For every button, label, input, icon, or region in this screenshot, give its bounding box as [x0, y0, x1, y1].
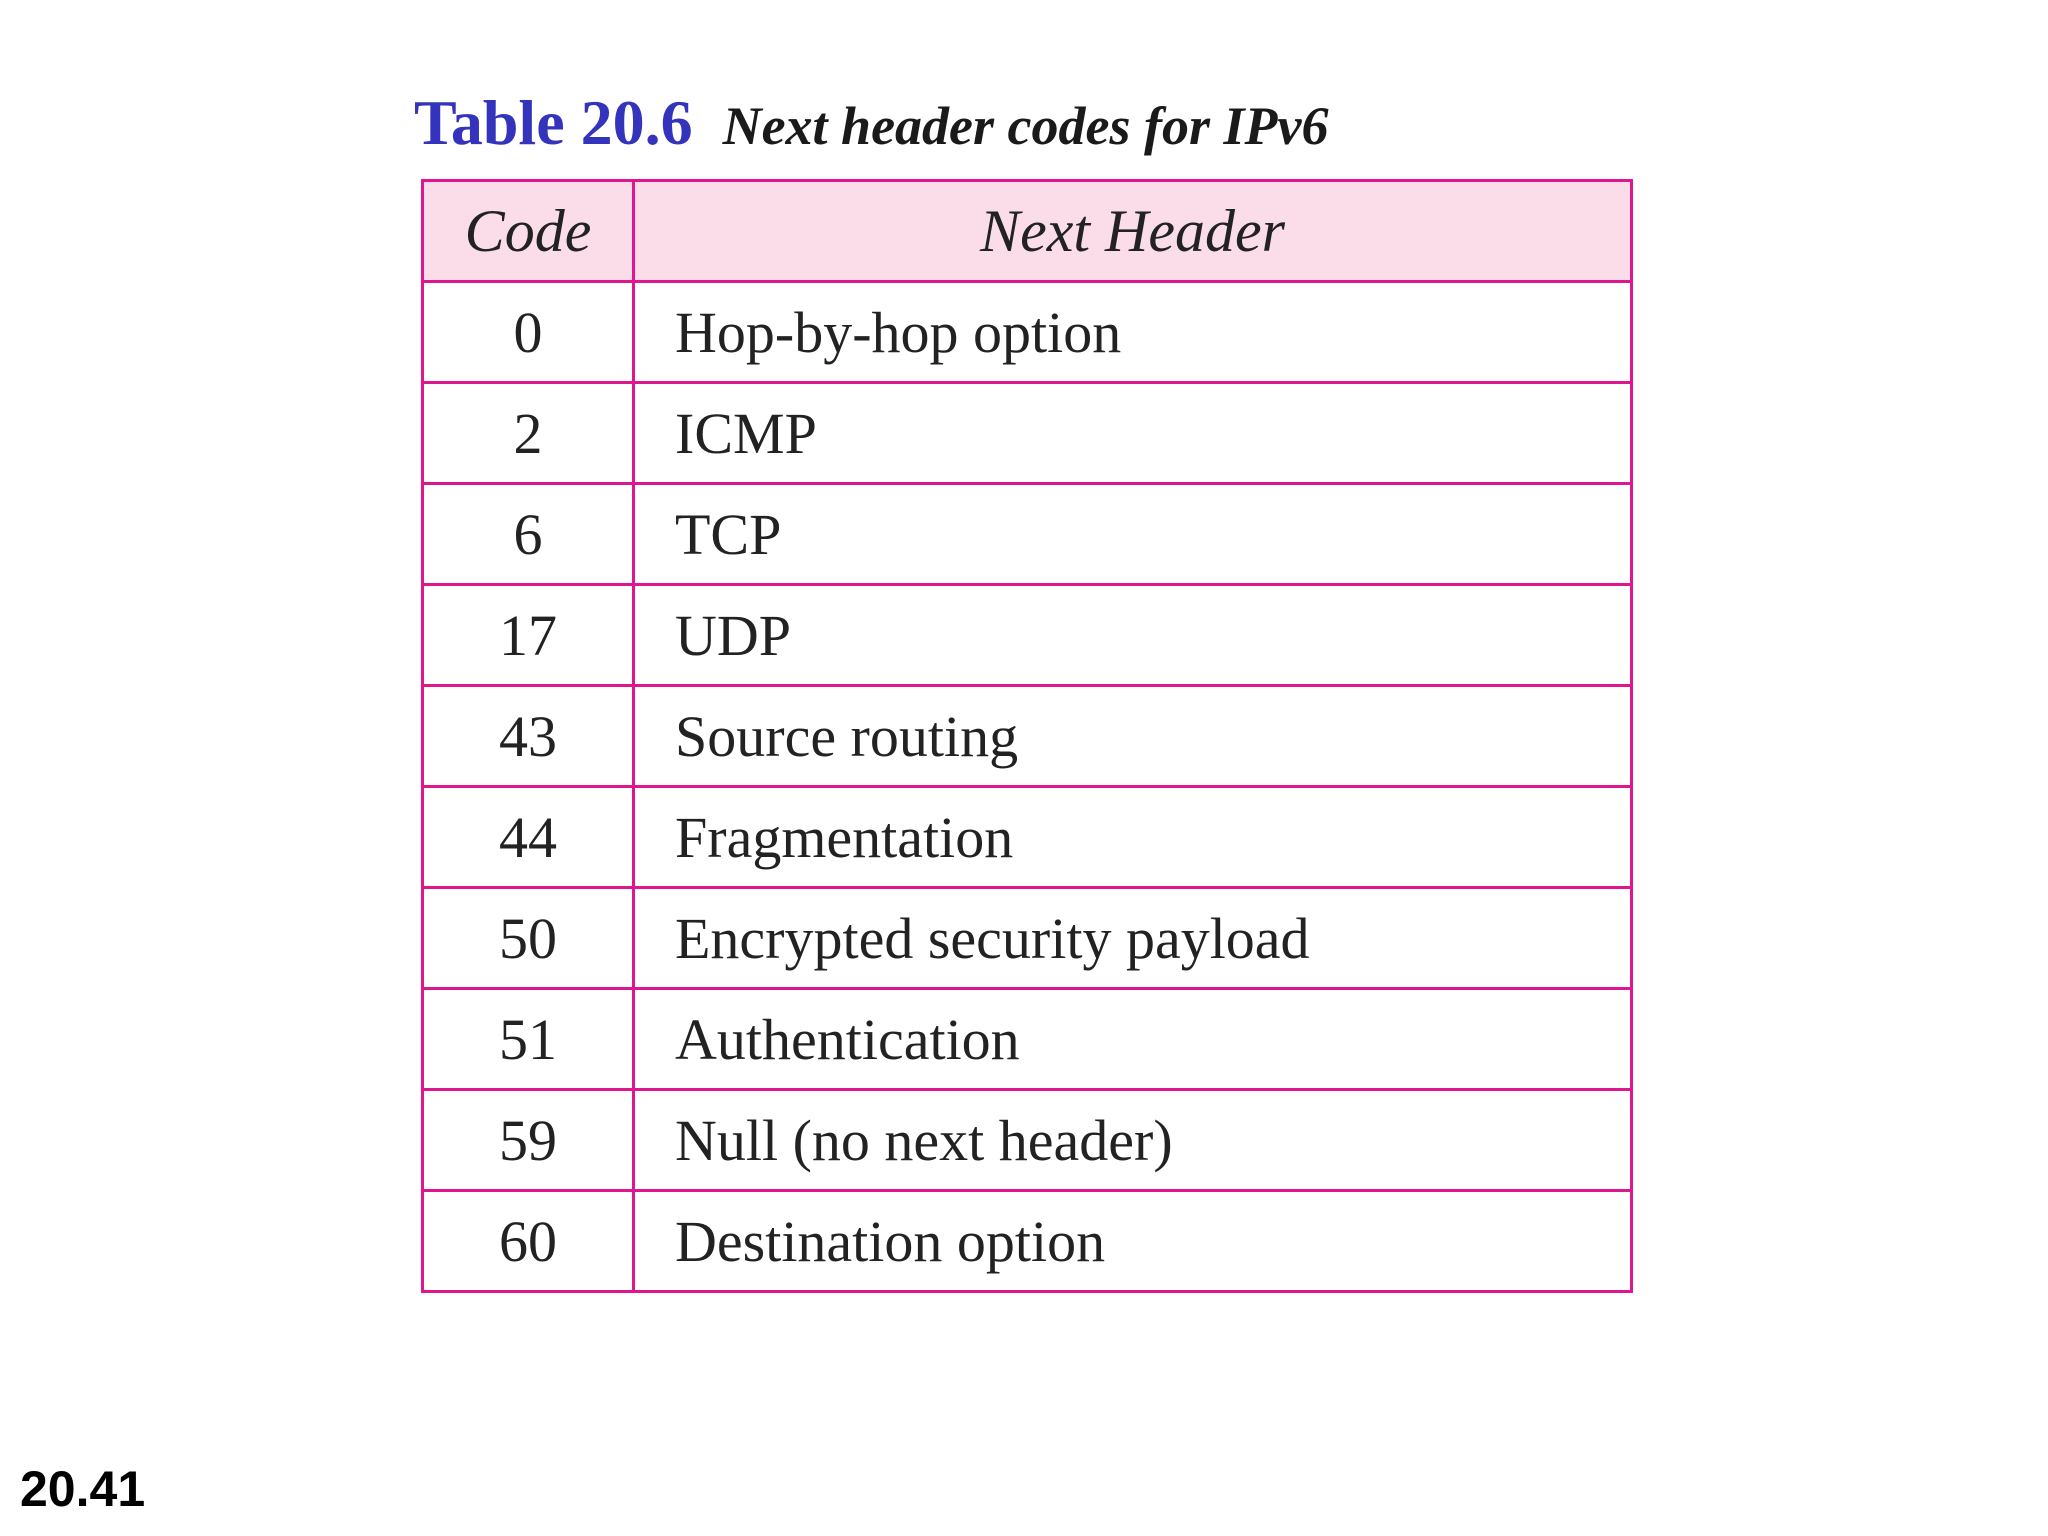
next-header-cell: Fragmentation	[634, 787, 1632, 888]
code-cell: 6	[423, 484, 634, 585]
code-cell: 50	[423, 888, 634, 989]
code-cell: 51	[423, 989, 634, 1090]
next-header-cell: Destination option	[634, 1191, 1632, 1292]
code-cell: 2	[423, 383, 634, 484]
column-header-code: Code	[423, 181, 634, 282]
next-header-cell: Encrypted security payload	[634, 888, 1632, 989]
table-row	[423, 686, 1632, 787]
code-cell: 17	[423, 585, 634, 686]
table-row	[423, 282, 1632, 383]
code-cell: 0	[423, 282, 634, 383]
next-header-cell: Null (no next header)	[634, 1090, 1632, 1191]
code-cell: 59	[423, 1090, 634, 1191]
table-caption	[414, 86, 1328, 160]
table-row	[423, 383, 1632, 484]
table-row	[423, 1090, 1632, 1191]
column-header-next-header: Next Header	[634, 181, 1632, 282]
table-row	[423, 1191, 1632, 1292]
next-header-cell: UDP	[634, 585, 1632, 686]
table-row	[423, 888, 1632, 989]
code-cell: 60	[423, 1191, 634, 1292]
table-title: Next header codes for IPv6	[722, 96, 1329, 156]
table-row	[423, 989, 1632, 1090]
next-header-cell: Authentication	[634, 989, 1632, 1090]
page-number: 20.41	[20, 1461, 146, 1517]
code-cell: 44	[423, 787, 634, 888]
code-cell: 43	[423, 686, 634, 787]
table-row	[423, 787, 1632, 888]
next-header-cell: Hop-by-hop option	[634, 282, 1632, 383]
next-header-cell: TCP	[634, 484, 1632, 585]
table-header-row	[423, 181, 1632, 282]
table-number: Table 20.6	[414, 87, 693, 158]
next-header-table	[421, 179, 1633, 1293]
next-header-cell: Source routing	[634, 686, 1632, 787]
table-row	[423, 484, 1632, 585]
next-header-cell: ICMP	[634, 383, 1632, 484]
table-row	[423, 585, 1632, 686]
